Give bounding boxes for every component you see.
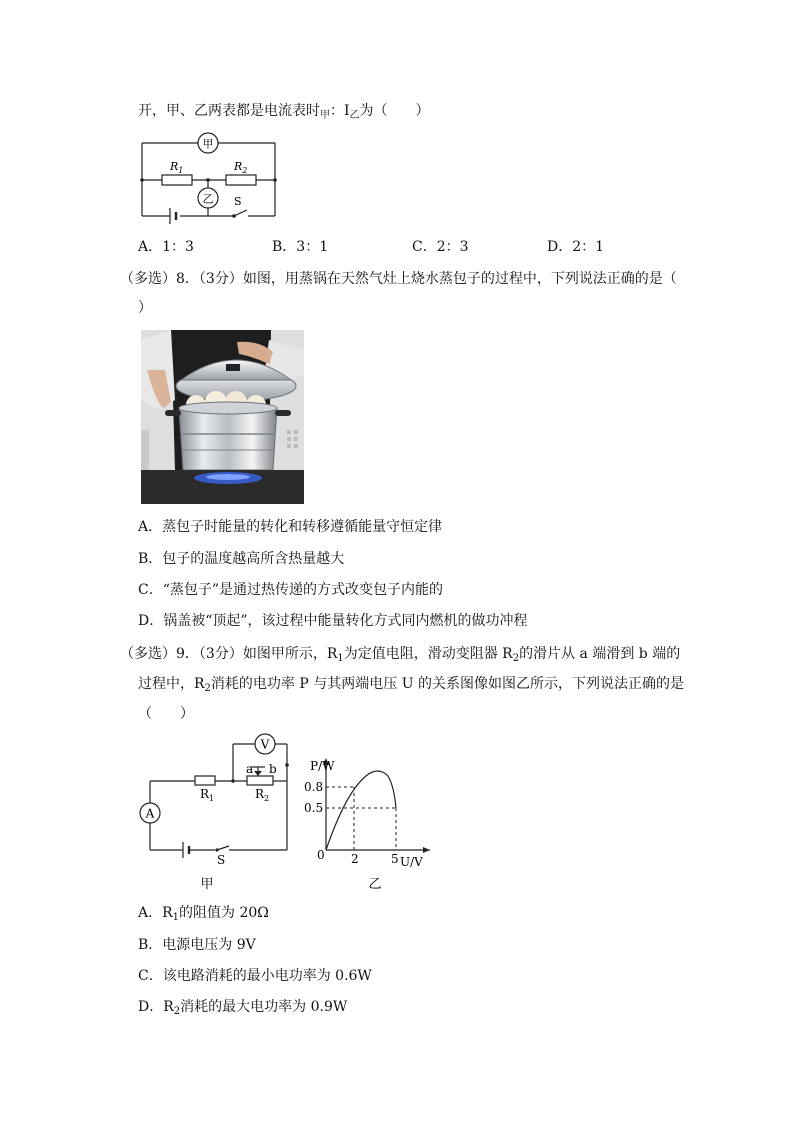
svg-text:A: A	[145, 806, 155, 821]
q9-circuit-diagram	[133, 730, 298, 895]
r2-label: $R_2$	[255, 787, 270, 803]
tick-x-5: 5	[391, 852, 399, 866]
q8-stem-line1: （多选）8．（3分）如图，用蒸锅在天然气灶上烧水蒸包子的过程中，下列说法正确的是（	[120, 271, 677, 287]
q8-stem-line2: ）	[138, 300, 152, 316]
q9-option-a[interactable]: A．$R_1$的阻值为 20Ω	[138, 905, 269, 923]
svg-text:V: V	[260, 737, 270, 752]
svg-text:甲: 甲	[202, 137, 214, 151]
tick-y-05: 0.5	[304, 801, 324, 815]
q7-circuit-diagram	[136, 128, 286, 228]
q7-option-b[interactable]: B．3：1	[272, 239, 329, 255]
q8-option-c[interactable]: C．“蒸包子”是通过热传递的方式改变包子内能的	[138, 582, 444, 598]
svg-text:乙: 乙	[202, 192, 214, 206]
tick-y-08: 0.8	[304, 780, 324, 794]
q8-option-b[interactable]: B．包子的温度越高所含热量越大	[138, 551, 345, 567]
q7-option-c[interactable]: C．2：3	[412, 239, 469, 255]
switch-label: S	[217, 853, 226, 867]
graph-xlabel: U/V	[400, 855, 423, 869]
q7-option-d[interactable]: D．2：1	[547, 239, 605, 255]
q9-option-d[interactable]: D．$R_2$消耗的最大电功率为 0.9W	[138, 999, 348, 1017]
q8-option-d[interactable]: D．锅盖被“顶起”，该过程中能量转化方式同内燃机的做功冲程	[138, 613, 528, 629]
q8-option-a[interactable]: A．蒸包子时能量的转化和转移遵循能量守恒定律	[138, 519, 443, 535]
q7-stem: 开，甲、乙两表都是电流表时$_甲$：$I_乙$为（ ）	[138, 103, 430, 121]
svg-text:b: b	[269, 762, 277, 776]
steamer-pot-photo	[141, 330, 304, 504]
graph-caption: 乙	[368, 877, 382, 892]
circuit-caption: 甲	[200, 877, 214, 892]
q9-option-b[interactable]: B．电源电压为 9V	[138, 937, 256, 953]
q9-power-voltage-graph	[300, 752, 435, 892]
svg-text:a: a	[246, 762, 254, 776]
q7-option-a[interactable]: A．1：3	[138, 239, 194, 255]
q9-stem-line2: 过程中，$R_2$消耗的电功率 P 与其两端电压 U 的关系图像如图乙所示，下列说法正确的是	[138, 676, 684, 694]
q9-stem-line3: （ ）	[138, 706, 194, 722]
tick-origin: 0	[317, 848, 325, 862]
q9-stem-line1: （多选）9．（3分）如图甲所示，$R_1$为定值电阻，滑动变阻器 $R_2$的滑片从 a 端滑到 b 端的	[120, 646, 681, 664]
graph-ylabel: P/W	[310, 759, 335, 773]
r1-label: $R_1$	[200, 787, 215, 803]
tick-x-2: 2	[351, 852, 359, 866]
r1-label: $R_1$	[170, 160, 184, 175]
switch-label: S	[234, 195, 242, 208]
r2-label: $R_2$	[234, 160, 248, 175]
q9-option-c[interactable]: C．该电路消耗的最小电功率为 0.6W	[138, 968, 372, 984]
